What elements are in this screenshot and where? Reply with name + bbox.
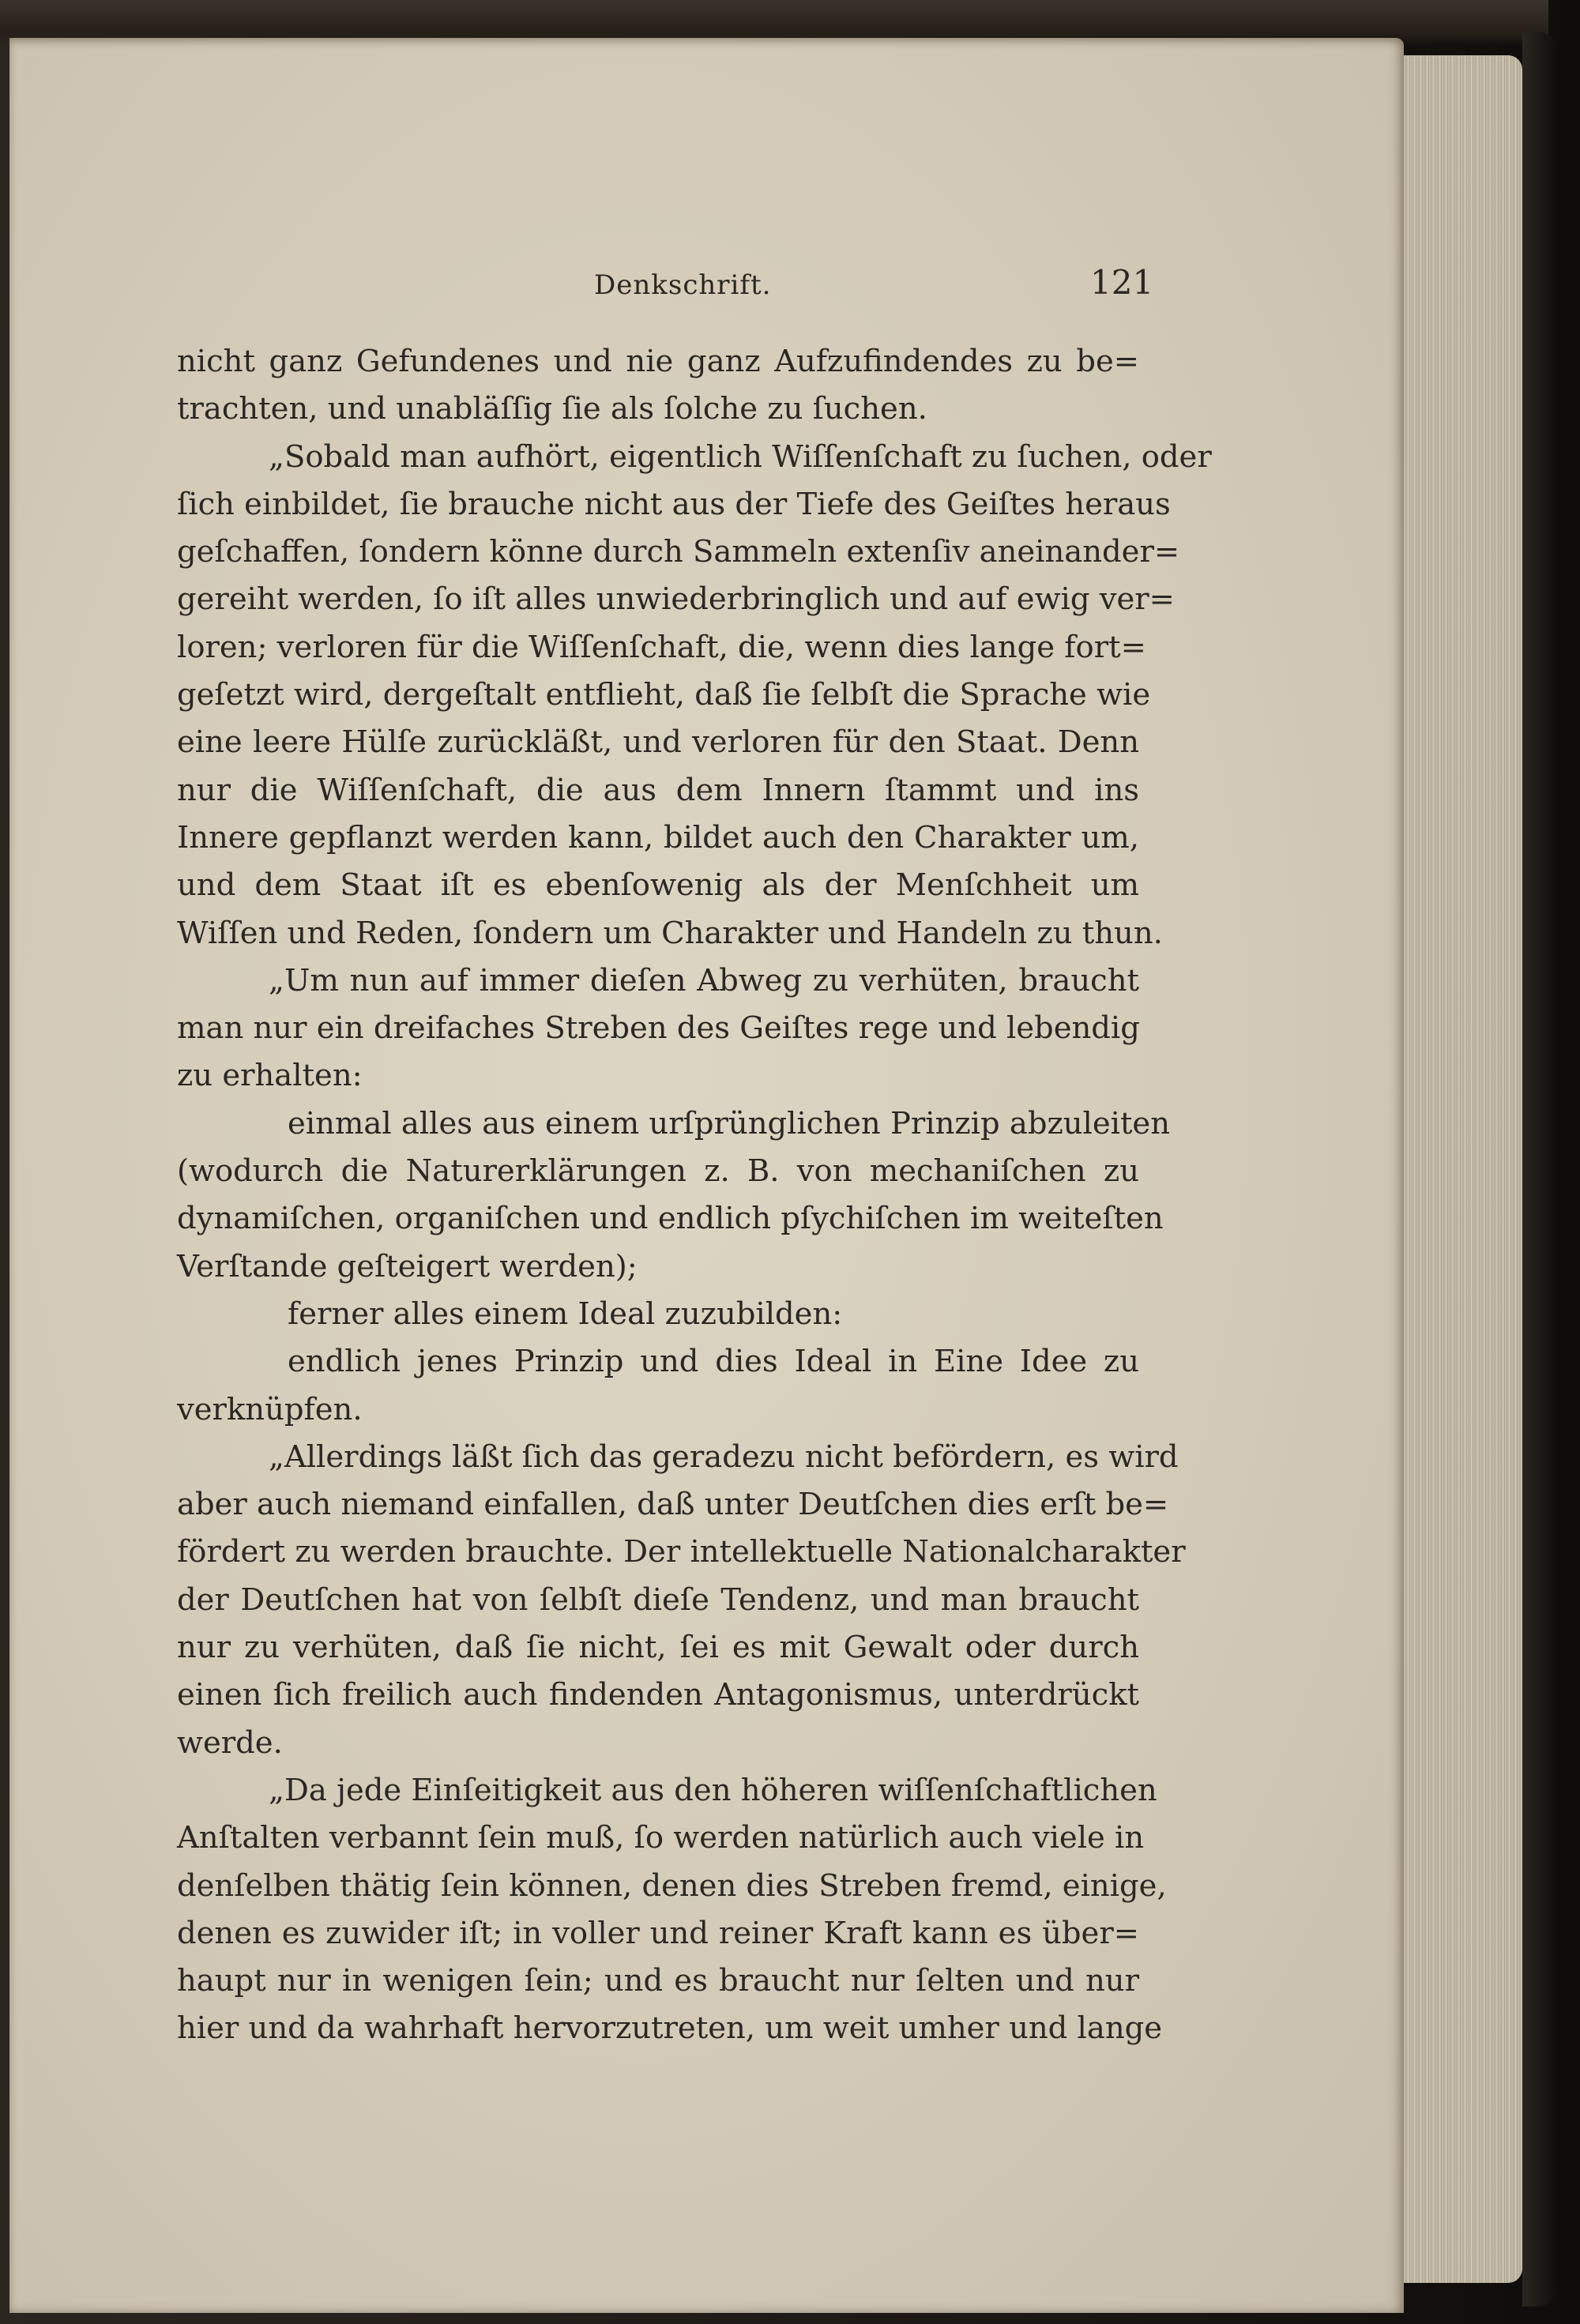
text-line: ferner alles einem Ideal zuzubilden: <box>288 1295 843 1332</box>
text-line: gereiht werden, ſo iſt alles unwiederbringlich und auf ewig ver= <box>177 581 1175 618</box>
text-line: einen ſich freilich auch findenden Antagonismus, unterdrückt <box>177 1677 1139 1713</box>
text-line: Verſtande geſteigert werden); <box>177 1248 638 1284</box>
text-line: und dem Staat iſt es ebenſowenig als der Menſchheit um <box>177 867 1139 904</box>
text-line: nur zu verhüten, daß ſie nicht, ſei es mit Gewalt oder durch <box>177 1630 1139 1666</box>
book-cover-edge <box>1522 32 1560 2307</box>
text-line: geſchaffen, ſondern könne durch Sammeln extenſiv aneinander= <box>177 534 1180 570</box>
text-line: haupt nur in wenigen ſein; und es braucht nur ſelten und nur <box>177 1963 1139 1999</box>
text-line: Wiſſen und Reden, ſondern um Charakter und Handeln zu thun. <box>177 915 1163 951</box>
text-line: aber auch niemand einfallen, daß unter Deutſchen dies erſt be= <box>177 1487 1169 1523</box>
text-line: denſelben thätig ſein können, denen dies Streben fremd, einige, <box>177 1867 1167 1904</box>
text-line: einmal alles aus einem urſprünglichen Prinzip abzuleiten <box>288 1105 1171 1141</box>
text-line: nur die Wiſſenſchaft, die aus dem Innern ſtammt und ins <box>177 772 1139 808</box>
text-line: ſich einbildet, ſie brauche nicht aus der Tiefe des Geiſtes heraus <box>177 486 1171 522</box>
text-line: „Um nun auf immer dieſen Abweg zu verhüten, braucht <box>269 962 1139 998</box>
text-line: Anſtalten verbannt ſein muß, ſo werden natürlich auch viele in <box>177 1820 1145 1856</box>
text-line: geſetzt wird, dergeſtalt entflieht, daß ſie ſelbſt die Sprache wie <box>177 677 1151 713</box>
text-line: dynamiſchen, organiſchen und endlich pſychiſchen im weiteſten <box>177 1201 1164 1237</box>
text-line: loren; verloren für die Wiſſenſchaft, die, wenn dies lange fort= <box>177 629 1146 665</box>
text-line: eine leere Hülſe zurückläßt, und verloren für den Staat. Denn <box>177 724 1139 761</box>
text-line: zu erhalten: <box>177 1058 363 1094</box>
book-page <box>9 38 1404 2313</box>
text-line: trachten, und unabläſſig ſie als ſolche zu ſuchen. <box>177 391 927 427</box>
text-line: nicht ganz Gefundenes und nie ganz Aufzufindendes zu be= <box>177 344 1139 379</box>
text-line: „Da jede Einſeitigkeit aus den höheren wiſſenſchaftlichen <box>269 1772 1157 1808</box>
body-text <box>177 338 1212 2053</box>
text-line: hier und da wahrhaft hervorzutreten, um weit umher und lange <box>177 2010 1163 2047</box>
text-line: „Sobald man aufhört, eigentlich Wiſſenſchaft zu ſuchen, oder <box>269 438 1212 475</box>
text-line: man nur ein dreifaches Streben des Geiſtes rege und lebendig <box>177 1010 1140 1047</box>
text-line: endlich jenes Prinzip und dies Ideal in Eine Idee zu <box>288 1344 1139 1380</box>
page-header <box>9 263 1404 310</box>
text-line: Innere gepflanzt werden kann, bildet auch den Charakter um, <box>177 819 1139 856</box>
running-title: Denkschrift. <box>594 269 772 301</box>
page-number: 121 <box>1090 263 1154 302</box>
text-line: (wodurch die Naturerklärungen z. B. von mechaniſchen zu <box>177 1153 1139 1190</box>
page-stack-edge <box>1404 55 1522 2283</box>
text-line: fördert zu werden brauchte. Der intellektuelle Nationalcharakter <box>177 1534 1186 1570</box>
text-line: verknüpfen. <box>177 1391 363 1427</box>
text-line: der Deutſchen hat von ſelbſt dieſe Tendenz, und man braucht <box>177 1581 1139 1618</box>
text-line: „Allerdings läßt ſich das geradezu nicht befördern, es wird <box>269 1438 1179 1475</box>
text-line: werde. <box>177 1724 283 1761</box>
text-line: denen es zuwider iſt; in voller und reiner Kraft kann es über= <box>177 1915 1139 1951</box>
